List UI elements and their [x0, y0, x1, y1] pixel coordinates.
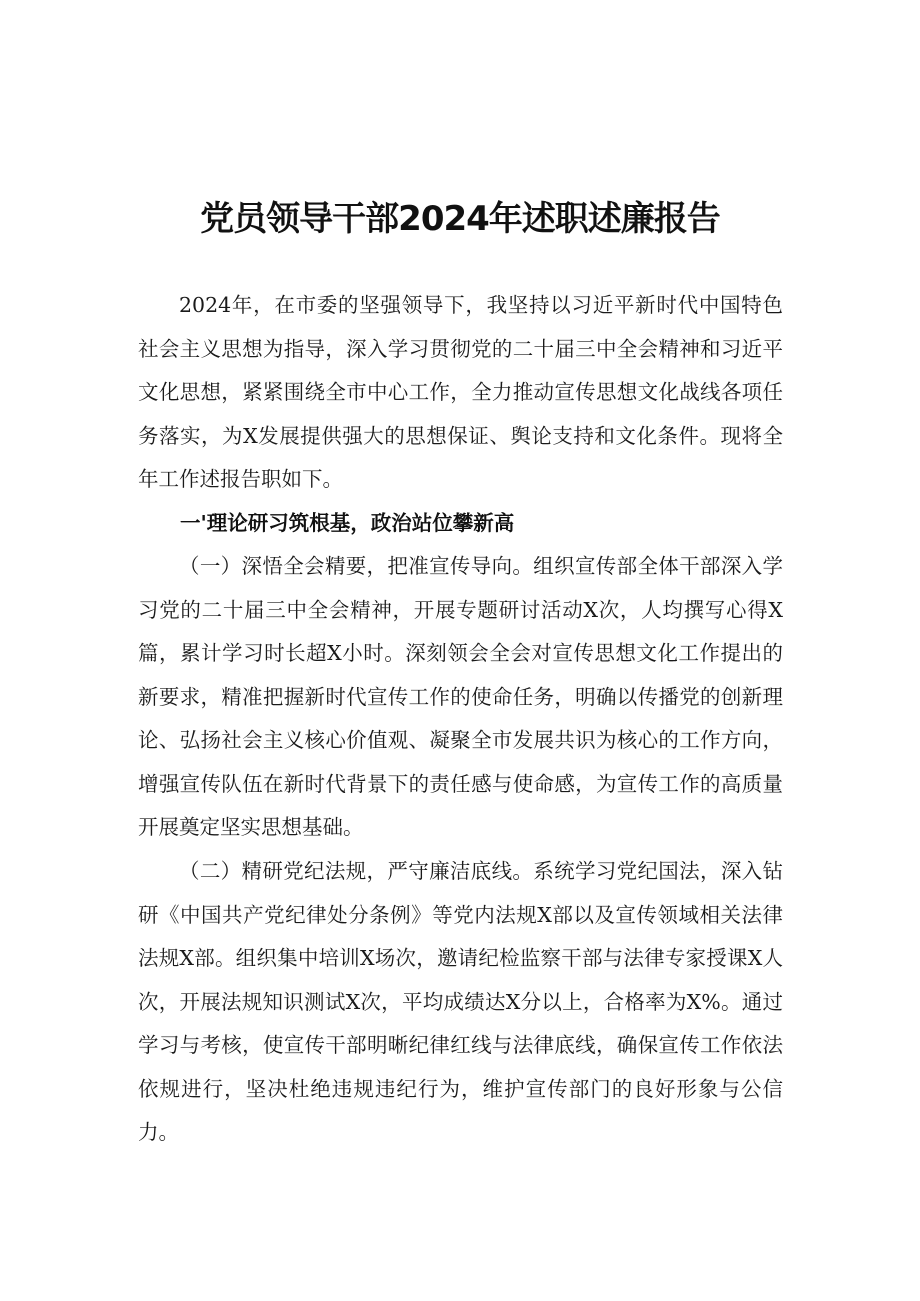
section-heading: 一'理论研习筑根基，政治站位攀新高: [180, 511, 515, 535]
document-title: 党员领导干部2024年述职述廉报告: [200, 198, 720, 239]
section-paragraph-1: （一）深悟全会精要，把准宣传导向。组织宣传部全体干部深入学习党的二十届三中全会精神，开展专题研讨活动X次，人均撰写心得X篇，累计学习时长超X小时。深刻领会全会对宣传思想文化工作提出的新要求，精准把握新时代宣传工作的使命任务，明确以传播党的创新理论、弘扬社会主义核心价值观、凝聚全市发展共识为核心的工作方向，增强宣传队伍在新时代背景下的责任感与使命感，为宣传工作的高质量开展奠定坚实思想基础。: [138, 554, 783, 839]
intro-paragraph: 2024年，在市委的坚强领导下，我坚持以习近平新时代中国特色社会主义思想为指导，深入学习贯彻党的二十届三中全会精神和习近平文化思想，紧紧围绕全市中心工作，全力推动宣传思想文化战线各项任务落实，为X发展提供强大的思想保证、舆论支持和文化条件。现将全年工作述报告职如下。: [138, 293, 783, 491]
section-paragraph-2: （二）精研党纪法规，严守廉洁底线。系统学习党纪国法，深入钻研《中国共产党纪律处分条例》等党内法规X部以及宣传领域相关法律法规X部。组织集中培训X场次，邀请纪检监察干部与法律专家授课X人次，开展法规知识测试X次，平均成绩达X分以上，合格率为X%。通过学习与考核，使宣传干部明晰纪律红线与法律底线，确保宣传工作依法依规进行，坚决杜绝违规违纪行为，维护宣传部门的良好形象与公信力。: [138, 859, 783, 1144]
